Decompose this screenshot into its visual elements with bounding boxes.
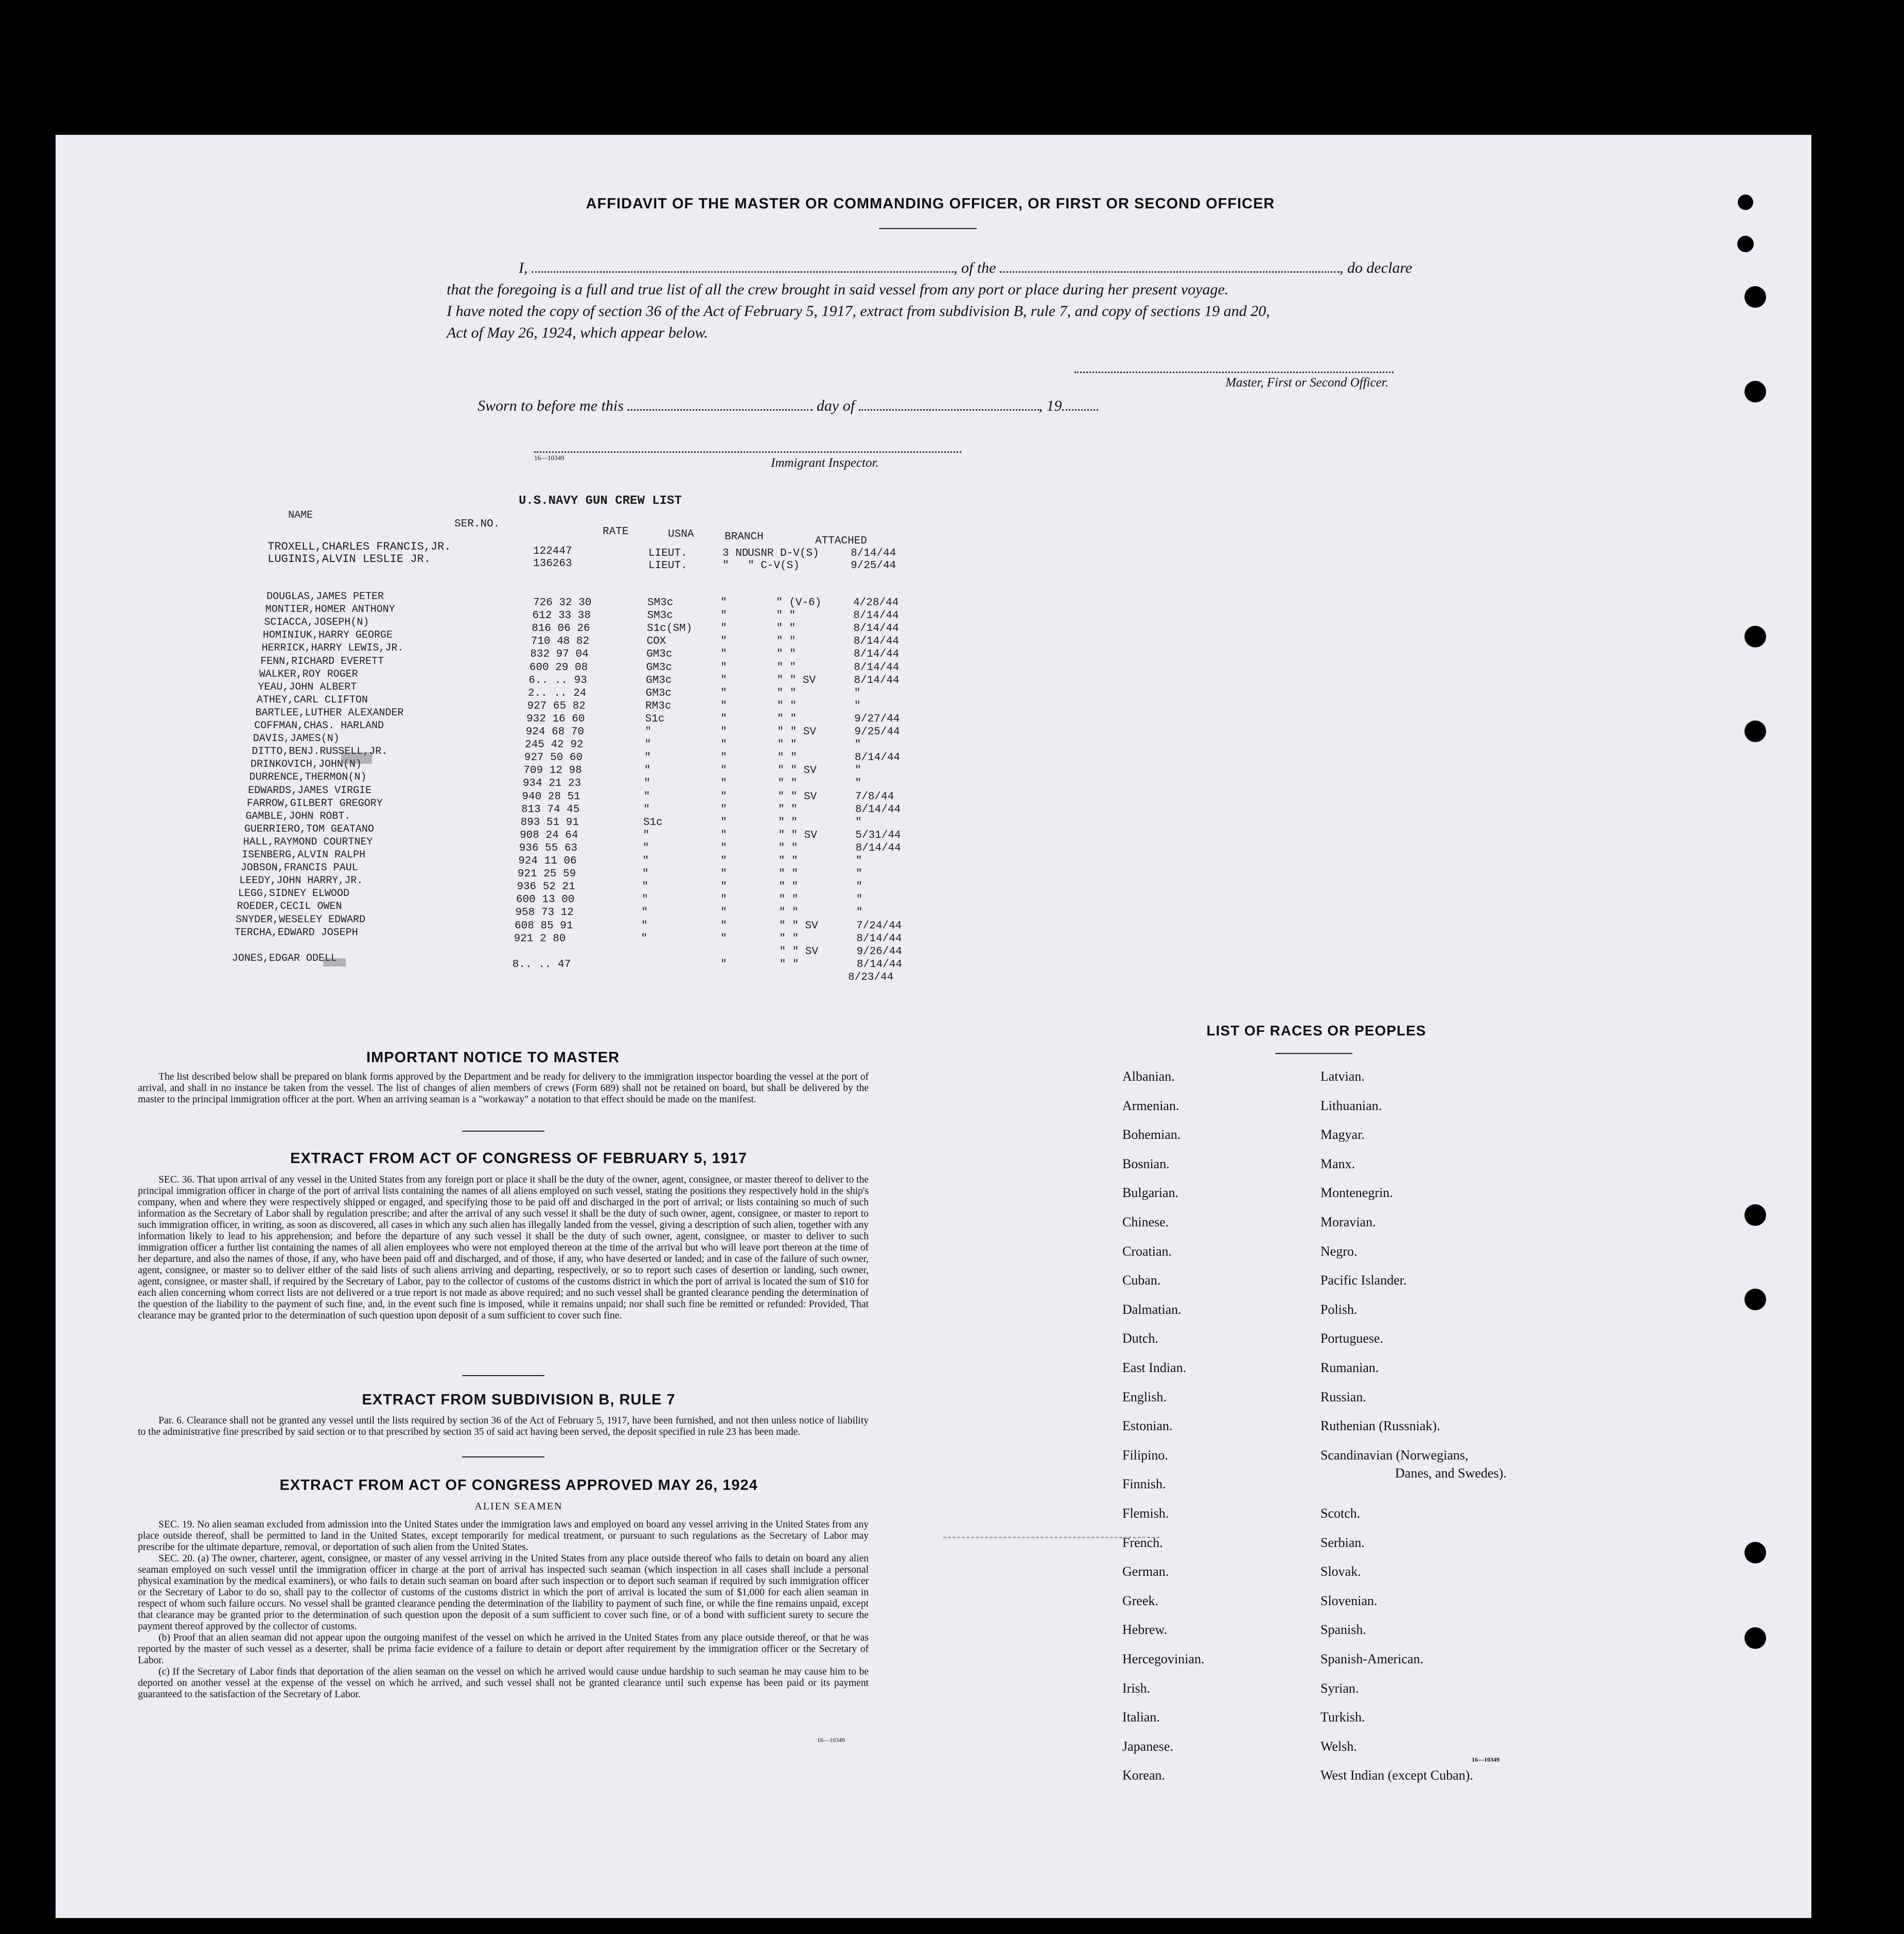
- binder-hole: [1737, 236, 1754, 252]
- crew-usna: ": [720, 803, 727, 816]
- crew-branch: " ": [779, 881, 799, 893]
- affidavit-of-the: , of the: [954, 259, 996, 276]
- crew-name: ATHEY,CARL CLIFTON: [256, 694, 368, 706]
- race-item: Russian.: [1320, 1389, 1366, 1404]
- crew-rate: GM3c: [646, 674, 672, 687]
- crew-attached: 8/14/44: [853, 648, 900, 661]
- crew-branch: " " SV: [779, 945, 819, 958]
- crew-rate: ": [642, 842, 649, 854]
- crew-ser-no: 813 74 45: [521, 803, 580, 816]
- crew-name: GUERRIERO,TOM GEATANO: [244, 823, 374, 835]
- officer-branch: " C-V(S): [748, 560, 800, 572]
- crew-branch: " (V-6): [776, 597, 822, 609]
- notice-title: IMPORTANT NOTICE TO MASTER: [366, 1049, 620, 1066]
- crew-name: ISENBERG,ALVIN RALPH: [242, 849, 366, 861]
- crew-attached: 9/25/44: [854, 726, 900, 738]
- crew-rate: ": [641, 894, 648, 906]
- crew-usna: ": [720, 920, 727, 932]
- crew-ser-no: 816 06 26: [532, 623, 590, 635]
- crew-branch: " " SV: [777, 726, 817, 738]
- crew-attached: 8/14/44: [855, 803, 901, 816]
- crew-attached: 8/14/44: [856, 933, 902, 945]
- race-item: East Indian.: [1122, 1360, 1187, 1375]
- officer-rate: LIEUT.: [648, 560, 687, 572]
- extract-1917-text: SEC. 36. That upon arrival of any vessel in the United States from any foreign port or place it shall be the duty of the owner, agent, consignee, or master thereof to deliver to the principal immigration officer in charge of the port of arrival lists containing the names of all aliens employed on such vessel, stating the positions they respectively hold in the ship's company, when and where they were respectively shipped or engaged, and specifying those to be paid off and discharged in the port of arrival; or lists containing so much of such information as the Secretary of Labor shall by regulation prescribe; and after the arrival of any such vessel it shall be the duty of such owner, agent, consignee, or master to report to such immigration officer, in writing, as soon as discovered, all cases in which any such alien has illegally landed from the vessel, giving a description of such alien, together with any information likely to lead to his apprehension; and before the departure of any such vessel it shall be the duty of such owner, agent, consignee, or master to deliver to such immigration officer a further list containing the names of all alien employees who were not employed thereon at the time of the arrival but who will leave port thereon at the time of her departure, and also the names of those, if any, who have been paid off and discharged, and of those, if any, who have deserted or landed; and in case of the failure of such owner, agent, consignee, or master so to deliver either of the said lists of such aliens arriving and departing, respectively, or so to report such cases of desertion or landing, such owner, agent, consignee, or master shall, if required by the Secretary of Labor, pay to the collector of customs of the customs district in which the port of arrival is located the sum of $10 for each alien concerning whom correct lists are not delivered or a true report is not made as above required; and no such vessel shall be granted clearance pending the determination of the question of the liability to the payment of such fine, and, in the event such fine is imposed, while it remains unpaid; nor shall such fine be remitted or refunded: Provided, That clearance may be granted prior to the determination of such question upon deposit of a sum sufficient to cover such fine.: [138, 1174, 869, 1321]
- crew-attached: ": [854, 739, 861, 751]
- crew-header-name: NAME: [288, 509, 313, 521]
- crew-rate: RM3c: [645, 700, 672, 712]
- crew-attached: ": [855, 778, 861, 790]
- crew-rate: SM3c: [647, 597, 674, 609]
- crew-ser-no: 709 12 98: [523, 765, 582, 777]
- crew-usna: ": [720, 674, 727, 687]
- crew-attached: 8/14/44: [855, 842, 901, 854]
- race-item: Rumanian.: [1320, 1360, 1379, 1375]
- crew-rate: ": [643, 803, 650, 816]
- race-item: Irish.: [1122, 1680, 1151, 1696]
- race-item: Spanish-American.: [1320, 1651, 1424, 1666]
- crew-branch: " ": [777, 713, 797, 725]
- crew-branch: " ": [776, 623, 796, 635]
- crew-usna: ": [720, 610, 727, 622]
- officer-ser-no: 122447: [533, 546, 572, 557]
- crew-branch: " ": [777, 687, 797, 699]
- crew-branch: " ": [778, 842, 798, 854]
- crew-attached: ": [856, 894, 863, 906]
- crew-attached: 8/14/44: [853, 623, 899, 635]
- crew-attached: ": [856, 868, 862, 881]
- officer-usna: 3 ND: [722, 548, 749, 559]
- crew-ser-no: 710 48 82: [531, 636, 590, 648]
- crew-ser-no: 921 25 59: [517, 868, 576, 881]
- race-item: Magyar.: [1320, 1127, 1365, 1142]
- binder-hole: [1744, 626, 1766, 647]
- crew-attached: ": [854, 687, 861, 699]
- crew-rate: ": [645, 726, 651, 738]
- crew-ser-no: 600 13 00: [516, 894, 575, 906]
- crew-usna: ": [720, 713, 727, 725]
- race-item: Welsh.: [1320, 1738, 1357, 1754]
- crew-attached-last: 8/23/44: [848, 971, 894, 983]
- crew-usna: ": [720, 958, 727, 971]
- binder-hole: [1744, 286, 1766, 308]
- crew-usna: ": [720, 868, 727, 881]
- divider: [1275, 1053, 1352, 1054]
- crew-ser-no: 893 51 91: [520, 816, 579, 829]
- crew-branch: " ": [776, 610, 796, 622]
- crew-usna: ": [720, 739, 727, 751]
- crew-name: DRINKOVICH,JOHN(N): [250, 759, 362, 771]
- crew-ser-no: 600 29 08: [529, 661, 588, 674]
- crew-rate: ": [641, 920, 648, 932]
- crew-attached: 8/14/44: [856, 958, 902, 971]
- officer-branch: USNR D-V(S): [748, 548, 819, 559]
- binder-hole: [1744, 381, 1766, 402]
- master-name-field[interactable]: [532, 271, 954, 273]
- race-item: Scandinavian (Norwegians,: [1320, 1447, 1469, 1463]
- inspector-label: Immigrant Inspector.: [771, 456, 879, 470]
- extract-1917-title: EXTRACT FROM ACT OF CONGRESS OF FEBRUARY 5, 1917: [290, 1150, 748, 1167]
- extract-1924-title: EXTRACT FROM ACT OF CONGRESS APPROVED MAY 26, 1924: [279, 1477, 758, 1493]
- section-19: SEC. 19. No alien seaman excluded from admission into the United States under the immigration laws and employed on board any vessel arriving in the United States from any place outside thereof, shall be permitted to land in the United States, except temporarily for medical treatment, or pursuant to such regulations as the Secretary of Labor may prescribe for the ultimate departure, removal, or deportation of such alien from the United States.: [138, 1519, 869, 1553]
- crew-name: HERRICK,HARRY LEWIS,JR.: [261, 642, 404, 655]
- crew-usna: ": [720, 636, 727, 648]
- crew-attached: ": [855, 765, 861, 777]
- crew-name: HOMINIUK,HARRY GEORGE: [262, 629, 393, 642]
- race-item: Slovenian.: [1320, 1593, 1378, 1608]
- officer-ser-no: 136263: [533, 558, 572, 570]
- race-item: Lithuanian.: [1320, 1098, 1382, 1113]
- crew-attached: 7/24/44: [856, 920, 902, 932]
- officer-name: LUGINIS,ALVIN LESLIE JR.: [268, 553, 431, 566]
- crew-name: JOBSON,FRANCIS PAUL: [240, 862, 358, 874]
- crew-attached: ": [855, 855, 862, 867]
- section-20a: SEC. 20. (a) The owner, charterer, agent, consignee, or master of any vessel arriving in the United States from any place outside thereof who fails to detain on board any alien seaman employed on such vessel until the immigration officer in charge at the port of arrival has inspected such seaman (which inspection in all cases shall include a personal physical examination by the medical examiners), or who fails to detain such seaman on board after such inspection or to deport such seaman if required by such immigration officer or the Secretary of Labor to do so, shall pay to the collector of customs of the customs district in which the port of arrival is located the sum of $1,000 for each alien seaman in respect of whom such failure occurs. No vessel shall be granted clearance pending the determination of the liability to payment of such fine, or while the fine remains unpaid, except that clearance may be granted prior to the determination of such question upon the deposit of a sum sufficient to cover such fine, or of a bond with sufficient surety to secure the payment thereof approved by the collector of customs.: [138, 1553, 869, 1632]
- affidavit-i: I,: [519, 259, 528, 276]
- crew-ser-no: 612 33 38: [532, 610, 591, 622]
- crew-rate: ": [644, 739, 651, 751]
- binder-hole: [1744, 1627, 1766, 1649]
- crew-attached: 8/14/44: [854, 752, 901, 764]
- ink-smudge: [341, 752, 372, 764]
- crew-name: BARTLEE,LUTHER ALEXANDER: [255, 707, 404, 719]
- crew-name: ROEDER,CECIL OWEN: [237, 901, 342, 913]
- crew-usna: ": [720, 700, 727, 712]
- crew-usna: ": [720, 907, 727, 919]
- crew-attached: 9/27/44: [854, 713, 900, 725]
- affidavit-text: [447, 257, 1476, 344]
- document-page: [56, 135, 1811, 1918]
- race-item: Moravian.: [1320, 1215, 1376, 1229]
- crew-header-attached: ATTACHED: [815, 535, 867, 547]
- crew-rate: GM3c: [645, 687, 672, 699]
- crew-list-title: U.S.NAVY GUN CREW LIST: [519, 494, 682, 508]
- subdivision-title: EXTRACT FROM SUBDIVISION B, RULE 7: [362, 1392, 676, 1408]
- crew-name: SNYDER,WESELEY EDWARD: [236, 913, 366, 926]
- crew-usna: ": [720, 597, 727, 609]
- crew-header-ser: SER.NO.: [454, 518, 500, 530]
- crew-attached: 7/8/44: [855, 790, 894, 803]
- crew-rate: ": [642, 881, 649, 893]
- sworn-line: [478, 397, 1098, 415]
- crew-rate: ": [641, 907, 648, 919]
- crew-ser-no: 940 28 51: [522, 790, 580, 803]
- crew-ser-no: 6.. .. 93: [528, 674, 587, 687]
- crew-name: FENN,RICHARD EVERETT: [260, 655, 384, 667]
- vessel-name-field[interactable]: [1000, 271, 1339, 273]
- crew-branch: " " SV: [778, 765, 817, 777]
- officer-attached: 9/25/44: [851, 560, 896, 572]
- crew-ser-no: 936 52 21: [517, 881, 575, 893]
- crew-rate: S1c(SM): [647, 623, 693, 635]
- crew-ser-no: 924 68 70: [525, 726, 585, 738]
- crew-usna: ": [720, 790, 727, 803]
- crew-branch: " ": [778, 803, 798, 816]
- crew-branch: " " SV: [778, 829, 817, 841]
- extract-1924-subtitle: ALIEN SEAMEN: [474, 1501, 563, 1512]
- crew-branch: " ": [776, 648, 796, 661]
- crew-ser-no: 927 65 82: [527, 700, 586, 712]
- race-item: Korean.: [1122, 1768, 1166, 1783]
- race-item: Hebrew.: [1122, 1622, 1168, 1638]
- race-item: Bohemian.: [1122, 1127, 1181, 1142]
- crew-name: TERCHA,EDWARD JOSEPH: [234, 926, 358, 939]
- crew-rate: ": [642, 855, 649, 867]
- crew-usna: ": [720, 623, 727, 635]
- crew-name: FARROW,GILBERT GREGORY: [246, 797, 383, 810]
- race-item: Bulgarian.: [1122, 1185, 1179, 1201]
- crew-branch: " ": [779, 958, 799, 971]
- crew-name: MONTIER,HOMER ANTHONY: [265, 604, 395, 616]
- race-item: Serbian.: [1320, 1535, 1365, 1550]
- crew-rate: ": [643, 829, 649, 841]
- crew-ser-no: 608 85 91: [515, 920, 573, 932]
- crew-ser-no: 726 32 30: [533, 597, 592, 609]
- crew-branch: " ": [778, 816, 798, 829]
- race-item: Japanese.: [1122, 1738, 1173, 1754]
- crew-name: WALKER,ROY ROGER: [259, 668, 358, 680]
- races-title: LIST OF RACES OR PEOPLES: [1206, 1023, 1426, 1039]
- race-item: Estonian.: [1122, 1418, 1173, 1434]
- binder-hole: [1744, 1542, 1766, 1563]
- crew-attached: ": [856, 881, 862, 893]
- crew-branch: " ": [777, 752, 797, 764]
- race-item: Bosnian.: [1122, 1156, 1170, 1171]
- crew-name: DAVIS,JAMES(N): [253, 733, 340, 745]
- crew-branch: " ": [778, 778, 798, 790]
- crew-rate: GM3c: [646, 648, 673, 661]
- officer-attached: 8/14/44: [851, 548, 896, 559]
- sworn-month-field[interactable]: [859, 409, 1039, 411]
- officer-usna: ": [722, 560, 729, 572]
- affidavit-line4: Act of May 26, 1924, which appear below.: [447, 324, 708, 341]
- race-item: Dutch.: [1122, 1331, 1159, 1346]
- crew-ser-no: 245 42 92: [525, 739, 584, 751]
- binder-hole: [1738, 195, 1753, 210]
- race-scandinavian-cont: Danes, and Swedes).: [1395, 1466, 1507, 1481]
- crew-name: JONES,EDGAR ODELL: [232, 952, 337, 964]
- crew-name: DURRENCE,THERMON(N): [249, 771, 367, 784]
- affidavit-title: AFFIDAVIT OF THE MASTER OR COMMANDING OFFICER, OR FIRST OR SECOND OFFICER: [586, 196, 1275, 212]
- race-item: Flemish.: [1122, 1506, 1169, 1521]
- crew-branch: " " SV: [777, 674, 816, 687]
- crew-attached: ": [856, 907, 863, 919]
- crew-rate: ": [641, 933, 648, 945]
- crew-ser-no: 958 73 12: [515, 907, 574, 919]
- sworn-day-field[interactable]: [627, 409, 813, 411]
- binder-hole: [1744, 1289, 1766, 1310]
- crew-rate: SM3c: [647, 610, 673, 622]
- crew-header-branch: BRANCH: [725, 531, 764, 543]
- sworn-day-of: day of: [816, 397, 855, 414]
- crew-header-rate: RATE: [603, 526, 629, 538]
- crew-branch: " ": [779, 894, 799, 906]
- race-item: Polish.: [1320, 1302, 1358, 1317]
- race-item: Italian.: [1122, 1710, 1160, 1725]
- crew-rate: ": [643, 790, 650, 803]
- crew-usna: ": [720, 778, 727, 790]
- crew-ser-no: 8.. .. 47: [512, 958, 571, 971]
- crew-usna: ": [720, 855, 727, 867]
- crew-ser-no: 921 2 80: [514, 933, 566, 945]
- crew-usna: ": [720, 842, 727, 854]
- crew-name: LEEDY,JOHN HARRY,JR.: [239, 875, 363, 887]
- crew-rate: ": [642, 868, 649, 881]
- crew-branch: " ": [777, 739, 797, 751]
- crew-rate: ": [644, 778, 650, 790]
- crew-header-usna: USNA: [668, 529, 694, 540]
- sworn-year-field[interactable]: [1062, 409, 1098, 411]
- crew-branch: " " SV: [778, 790, 817, 803]
- crew-name: GAMBLE,JOHN ROBT.: [245, 810, 351, 822]
- race-item: West Indian (except Cuban).: [1320, 1768, 1473, 1783]
- crew-usna: ": [720, 933, 727, 945]
- crew-usna: ": [720, 829, 727, 841]
- affidavit-line3: I have noted the copy of section 36 of the Act of February 5, 1917, extract from subdivision B, rule 7, and copy of sections 19 and 20,: [447, 303, 1270, 320]
- scan-artifact: [943, 1537, 1159, 1538]
- section-20b: (b) Proof that an alien seaman did not appear upon the outgoing manifest of the vessel on which he arrived in the United States from any place outside thereof, or that he was reported by the master of such vessel as a deserter, shall be prima facie evidence of a failure to detain or deport after requirement by the immigration officer or the Secretary of Labor.: [138, 1632, 869, 1666]
- crew-attached: 8/14/44: [854, 674, 900, 687]
- race-item: Ruthenian (Russniak).: [1320, 1418, 1440, 1434]
- crew-attached: 8/14/44: [853, 636, 899, 648]
- crew-rate: COX: [646, 636, 666, 648]
- race-item: German.: [1122, 1564, 1169, 1579]
- crew-attached: 4/28/44: [853, 597, 899, 609]
- crew-ser-no: 932 16 60: [526, 713, 585, 725]
- crew-usna: ": [720, 765, 727, 777]
- crew-rate: ": [644, 752, 651, 764]
- race-item: Armenian.: [1122, 1098, 1179, 1113]
- inspector-signature-field[interactable]: [534, 451, 961, 453]
- race-item: Syrian.: [1320, 1680, 1359, 1696]
- race-item: Montenegrin.: [1320, 1185, 1393, 1201]
- crew-usna: ": [720, 648, 727, 661]
- sworn-text: Sworn to before me this: [478, 397, 624, 414]
- extract-1924-text: [138, 1519, 869, 1700]
- form-number-top: 16—10349: [534, 454, 565, 462]
- crew-attached: ": [854, 700, 861, 712]
- binder-hole: [1744, 1204, 1766, 1226]
- crew-name: SCIACCA,JOSEPH(N): [264, 617, 369, 629]
- crew-usna: ": [720, 816, 727, 829]
- divider: [462, 1456, 544, 1457]
- crew-rate: S1c: [643, 816, 663, 829]
- crew-branch: " ": [778, 855, 798, 867]
- race-item: Latvian.: [1320, 1069, 1365, 1084]
- race-item: English.: [1122, 1389, 1167, 1404]
- crew-ser-no: 2.. .. 24: [527, 687, 587, 699]
- race-item: French.: [1122, 1535, 1163, 1550]
- crew-usna: ": [720, 687, 727, 699]
- crew-attached: 5/31/44: [855, 829, 901, 841]
- crew-attached: 8/14/44: [854, 661, 900, 674]
- crew-branch: " ": [779, 933, 799, 945]
- race-item: Hercegovinian.: [1122, 1651, 1205, 1666]
- crew-branch: " ": [776, 636, 796, 648]
- race-item: Negro.: [1320, 1243, 1358, 1259]
- form-number-left: 16—10349: [817, 1736, 845, 1744]
- crew-name: LEGG,SIDNEY ELWOOD: [238, 888, 349, 900]
- crew-rate: S1c: [645, 713, 665, 725]
- crew-ser-no: 927 50 60: [524, 752, 583, 764]
- race-item: Scotch.: [1320, 1506, 1361, 1521]
- race-item: Dalmatian.: [1122, 1302, 1182, 1317]
- section-20c: (c) If the Secretary of Labor finds that deportation of the alien seaman on the vessel on which he arrived would cause undue hardship to such seaman he may cause him to be deported on another vessel at the expense of the vessel on which he arrived, and such vessel shall not be granted clearance until such expense has been paid or its payment guaranteed to the satisfaction of the Secretary of Labor.: [138, 1666, 869, 1700]
- crew-branch: " ": [777, 700, 797, 712]
- binder-hole: [1744, 720, 1766, 742]
- crew-attached: 9/26/44: [856, 945, 902, 958]
- crew-usna: ": [720, 894, 727, 906]
- race-item: Turkish.: [1320, 1710, 1365, 1725]
- race-item: Portuguese.: [1320, 1331, 1384, 1346]
- crew-ser-no: 934 21 23: [522, 778, 581, 790]
- crew-usna: ": [720, 752, 727, 764]
- race-item: Spanish.: [1320, 1622, 1366, 1638]
- crew-name: HALL,RAYMOND COURTNEY: [243, 836, 373, 848]
- crew-attached: 8/14/44: [853, 610, 899, 622]
- crew-attached: ": [855, 816, 862, 829]
- crew-name: EDWARDS,JAMES VIRGIE: [248, 784, 372, 797]
- notice-text: The list described below shall be prepared on blank forms approved by the Department and be ready for delivery to the immigration inspector boarding the vessel at the port of arrival, and shall in no instance be taken from the vessel. The list of changes of alien members of crews (Form 689) shall not be retained on board, but shall be delivered by the master to the principal immigration officer at the port. When an arriving seaman is a "workaway" a notation to that effect should be made on the manifest.: [138, 1071, 869, 1105]
- crew-usna: ": [720, 726, 727, 738]
- form-number-right: 16—10349: [1472, 1756, 1500, 1763]
- crew-name: DOUGLAS,JAMES PETER: [267, 591, 384, 603]
- race-item: Filipino.: [1122, 1447, 1168, 1463]
- race-item: Chinese.: [1122, 1215, 1169, 1229]
- affidavit-declare: , do declare: [1339, 259, 1413, 276]
- race-item: Greek.: [1122, 1593, 1159, 1608]
- race-item: Croatian.: [1122, 1243, 1172, 1259]
- race-item: Finnish.: [1122, 1476, 1166, 1492]
- signature-label: Master, First or Second Officer.: [1225, 376, 1388, 390]
- crew-branch: " ": [779, 907, 799, 919]
- race-item: Pacific Islander.: [1320, 1273, 1407, 1288]
- race-item: Albanian.: [1122, 1069, 1175, 1084]
- crew-usna: ": [720, 881, 727, 893]
- crew-ser-no: 908 24 64: [520, 829, 578, 841]
- crew-branch: " ": [777, 661, 796, 674]
- ink-smudge: [323, 958, 346, 966]
- crew-branch: " " SV: [779, 920, 818, 932]
- divider: [462, 1131, 544, 1132]
- crew-rate: GM3c: [646, 661, 673, 674]
- master-signature-field[interactable]: [1074, 372, 1394, 373]
- crew-ser-no: 924 11 06: [518, 855, 577, 867]
- divider: [462, 1375, 544, 1376]
- crew-ser-no: 832 97 04: [530, 648, 589, 661]
- crew-ser-no: 936 55 63: [519, 842, 578, 854]
- race-item: Cuban.: [1122, 1273, 1161, 1288]
- divider: [879, 228, 977, 229]
- officer-rate: LIEUT.: [648, 548, 687, 559]
- crew-name: DITTO,BENJ.RUSSELL,JR.: [252, 746, 388, 758]
- crew-branch: " ": [779, 868, 798, 881]
- affidavit-line2: that the foregoing is a full and true list of all the crew brought in said vessel from any port or place during her present voyage.: [447, 281, 1229, 298]
- crew-usna: ": [720, 661, 727, 674]
- crew-name: YEAU,JOHN ALBERT: [258, 681, 357, 693]
- race-item: Slovak.: [1320, 1564, 1361, 1579]
- officer-name: TROXELL,CHARLES FRANCIS,JR.: [268, 540, 451, 553]
- race-item: Manx.: [1320, 1156, 1355, 1171]
- crew-name: COFFMAN,CHAS. HARLAND: [254, 720, 384, 732]
- subdivision-text: Par. 6. Clearance shall not be granted any vessel until the lists required by section 36 of the Act of February 5, 1917, have been furnished, and not then unless notice of liability to the administrative fine prescribed by said section or to that prescribed by section 35 of said act having been served, the deposit specified in rule 23 has been made.: [138, 1415, 869, 1437]
- crew-rate: ": [644, 765, 651, 777]
- sworn-year: , 19: [1038, 397, 1062, 414]
